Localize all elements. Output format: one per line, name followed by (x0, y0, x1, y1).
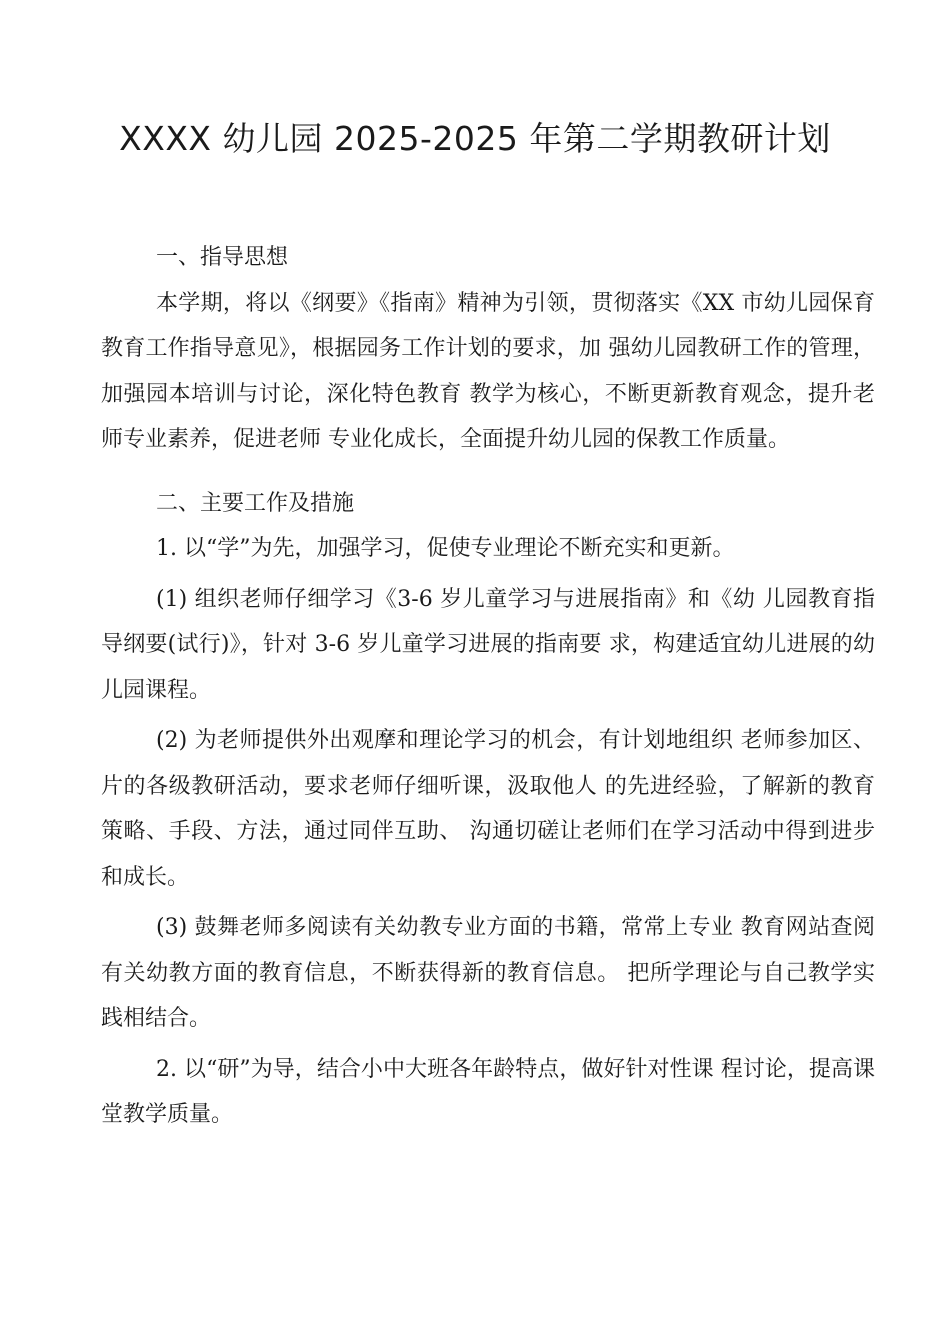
document-title: XXXX 幼儿园 2025-2025 年第二学期教研计划 (119, 119, 831, 158)
item-2-research-guided: 2. 以“研”为导，结合小中大班各年龄特点，做好针对性课 程讨论，提高课堂教学质量。 (101, 1056, 875, 1127)
sub-item-2: (2) 为老师提供外出观摩和理论学习的机会，有计划地组织 老师参加区、片的各级教研活动，要求老师仔细听课，汲取他人 的先进经验，了解新的教育策略、手段、方法，通过同伴互助、 沟通切磋让老师们在学习活动中得到进步和成长。 (101, 728, 875, 890)
paragraph-guiding-ideology: 本学期，将以《纲要》《指南》精神为引领，贯彻落实《XX 市幼儿园保育教育工作指导意见》，根据园务工作计划的要求，加 强幼儿园教研工作的管理，加强园本培训与讨论，深化特色教育 教学为核心，不断更新教育观念，提升老师专业素养，促进老师 专业化成长，全面提升幼儿园的保教工作质量。 (101, 290, 875, 452)
item-1-study-first: 1. 以“学”为先，加强学习，促使专业理论不断充实和更新。 (156, 536, 735, 561)
section-heading-main-work: 二、主要工作及措施 (156, 490, 355, 516)
sub-item-1: (1) 组织老师仔细学习《3-6 岁儿童学习与进展指南》和《幼 儿园教育指导纲要(试行)》，针对 3-6 岁儿童学习进展的指南要 求，构建适宜幼儿进展的幼儿园课程。 (101, 586, 875, 703)
sub-item-3: (3) 鼓舞老师多阅读有关幼教专业方面的书籍，常常上专业 教育网站查阅有关幼教方面的教育信息，不断获得新的教育信息。 把所学理论与自己教学实践相结合。 (101, 915, 875, 1031)
document-body (101, 235, 875, 1138)
section-heading-guiding-ideology: 一、指导思想 (156, 245, 289, 270)
